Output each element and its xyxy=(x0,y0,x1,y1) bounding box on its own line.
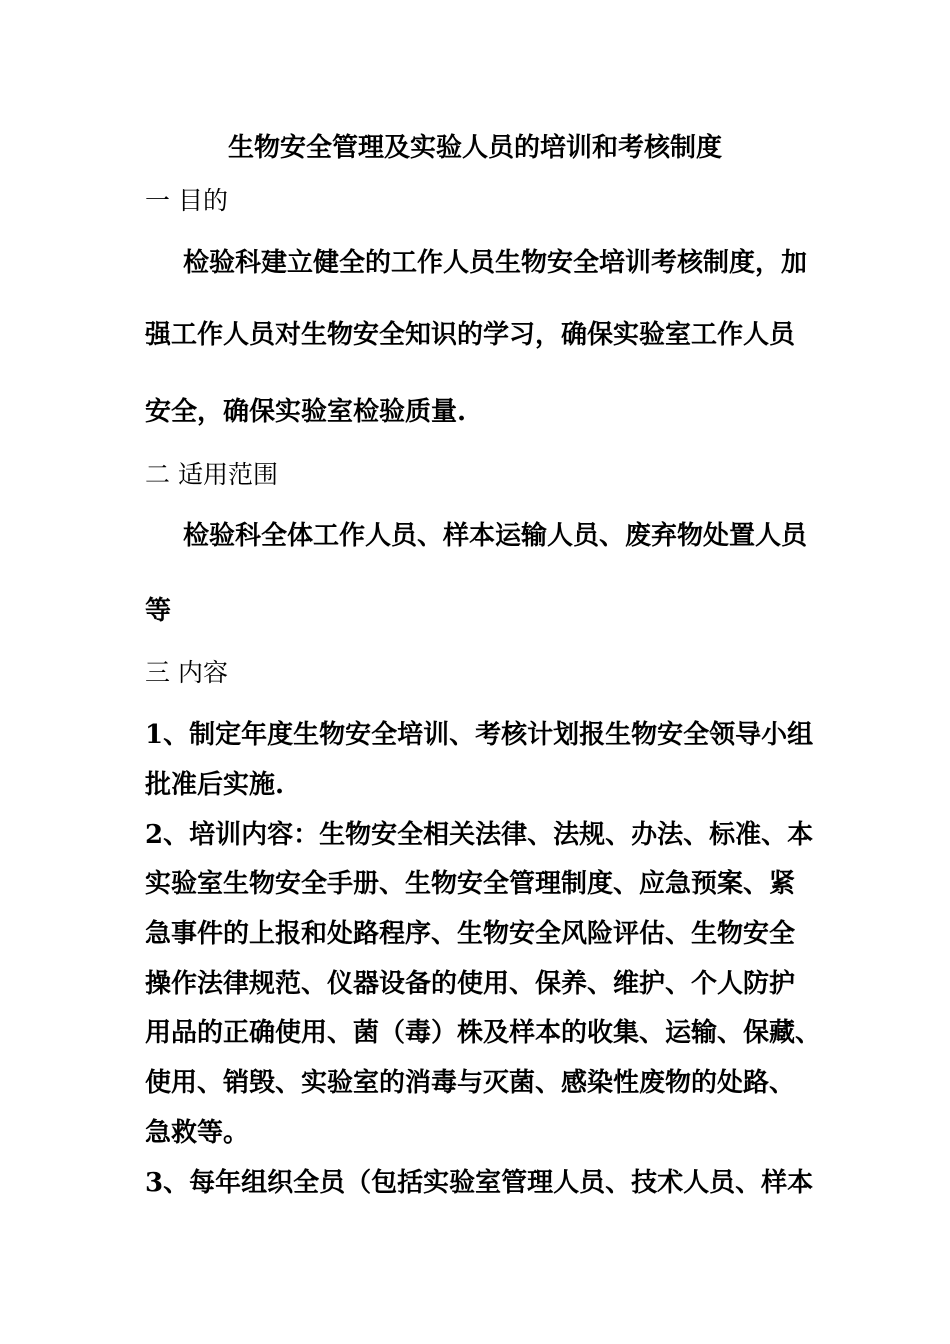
list-item-line: 急事件的上报和处路程序、生物安全风险评估、生物安全 xyxy=(145,919,796,949)
list-item-line: 1、制定年度生物安全培训、考核计划报生物安全领导小组 xyxy=(145,720,814,750)
section-heading-purpose: 一 目的 xyxy=(145,186,228,215)
list-item-line: 急救等。 xyxy=(145,1118,250,1148)
list-item-line: 使用、销毁、实验室的消毒与灭菌、感染性废物的处路、 xyxy=(145,1068,796,1098)
paragraph-line: 等 xyxy=(145,596,172,626)
paragraph-line: 检验科建立健全的工作人员生物安全培训考核制度，加 xyxy=(183,248,808,278)
list-item-line: 用品的正确使用、菌（毒）株及样本的收集、运输、保藏、 xyxy=(145,1018,822,1048)
list-item-line: 实验室生物安全手册、生物安全管理制度、应急预案、紧 xyxy=(145,869,796,899)
list-item-line: 操作法律规范、仪器设备的使用、保养、维护、个人防护 xyxy=(145,969,796,999)
paragraph-line: 安全，确保实验室检验质量. xyxy=(145,397,467,427)
paragraph-line: 检验科全体工作人员、样本运输人员、废弃物处置人员 xyxy=(183,521,808,551)
list-item-line: 批准后实施. xyxy=(145,770,285,800)
section-heading-content: 三 内容 xyxy=(145,658,228,687)
paragraph-line: 强工作人员对生物安全知识的学习，确保实验室工作人员 xyxy=(145,320,796,350)
list-item-line: 2、培训内容：生物安全相关法律、法规、办法、标准、本 xyxy=(145,820,814,850)
list-item-line: 3、每年组织全员（包括实验室管理人员、技术人员、样本 xyxy=(145,1168,814,1198)
section-heading-scope: 二 适用范围 xyxy=(145,460,278,489)
document-title: 生物安全管理及实验人员的培训和考核制度 xyxy=(227,133,722,163)
